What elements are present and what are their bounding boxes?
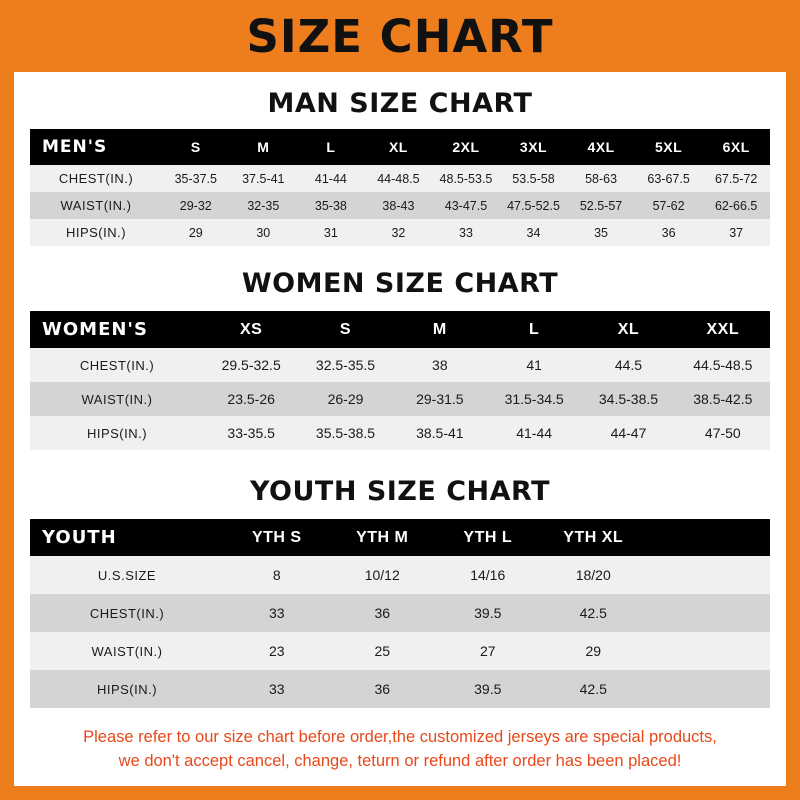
cell: 14/16 [470, 567, 506, 583]
cell: 47.5-52.5 [507, 198, 560, 213]
cell: 31 [323, 225, 338, 240]
cell: 29-32 [179, 198, 212, 213]
bottom-accent-bar [0, 786, 800, 800]
column-header: S [339, 320, 352, 338]
cell: 35-37.5 [174, 171, 217, 186]
order-policy-note [22, 726, 778, 780]
table-row [30, 416, 770, 450]
column-header: XL [617, 320, 640, 338]
cell: 34.5-38.5 [598, 391, 659, 407]
column-header: XXL [706, 320, 740, 338]
cell: 41-44 [314, 171, 347, 186]
column-header: 5XL [655, 139, 683, 155]
table-row [30, 670, 770, 708]
column-header: YTH L [463, 528, 513, 546]
cell-empty [646, 632, 770, 670]
table-row [30, 632, 770, 670]
cell: 52.5-57 [579, 198, 623, 213]
row-label: U.S.SIZE [97, 567, 157, 583]
cell: 39.5 [474, 605, 502, 621]
column-header: YTH XL [563, 528, 624, 546]
column-header: XL [388, 139, 408, 155]
cell: 36 [374, 681, 391, 697]
row-label: HIPS(IN.) [86, 425, 148, 441]
table-header-row [30, 129, 770, 165]
cell: 23.5-26 [227, 391, 275, 407]
cell: 44.5-48.5 [693, 357, 753, 373]
column-header: MEN'S [42, 137, 108, 157]
page-title: SIZE CHART [246, 9, 554, 63]
table-row [30, 348, 770, 382]
women-size-table [30, 311, 770, 450]
cell: 42.5 [579, 605, 607, 621]
column-header: XS [239, 320, 263, 338]
cell: 37.5-41 [242, 171, 285, 186]
cell: 48.5-53.5 [439, 171, 493, 186]
cell: 10/12 [364, 567, 400, 583]
women-section-title: WOMEN SIZE CHART [241, 268, 559, 299]
cell: 35-38 [314, 198, 347, 213]
cell: 8 [272, 567, 281, 583]
column-header: YTH M [356, 528, 409, 546]
table-row [30, 219, 770, 246]
cell: 53.5-58 [512, 171, 555, 186]
column-header: M [432, 320, 447, 338]
cell: 29 [585, 643, 602, 659]
cell: 35 [594, 225, 608, 240]
cell: 32 [391, 225, 406, 240]
youth-section-title: YOUTH SIZE CHART [249, 476, 551, 507]
cell-empty [646, 594, 770, 632]
order-policy-line-1: Please refer to our size chart before order,the customized jerseys are special products, [83, 728, 717, 746]
cell: 41-44 [516, 425, 553, 441]
row-label: CHEST(IN.) [79, 357, 155, 373]
cell: 36 [661, 225, 676, 240]
column-header: L [326, 139, 336, 155]
row-label: CHEST(IN.) [58, 171, 134, 186]
table-row [30, 165, 770, 192]
column-header: YOUTH [42, 527, 117, 548]
table-row [30, 192, 770, 219]
cell: 62-66.5 [714, 198, 758, 213]
table-header-row [30, 519, 770, 556]
table-row [30, 382, 770, 416]
cell: 44-47 [610, 425, 647, 441]
cell-empty [646, 670, 770, 708]
column-header: WOMEN'S [42, 319, 148, 340]
cell: 33 [268, 681, 285, 697]
row-label: HIPS(IN.) [65, 225, 127, 240]
cell: 34 [526, 225, 541, 240]
cell: 35.5-38.5 [315, 425, 376, 441]
cell: 43-47.5 [444, 198, 488, 213]
cell: 29-31.5 [416, 391, 464, 407]
cell: 63-67.5 [647, 171, 690, 186]
cell: 38.5-41 [416, 425, 464, 441]
cell: 44.5 [614, 357, 643, 373]
row-label: WAIST(IN.) [91, 643, 163, 659]
table-header-row [30, 311, 770, 348]
cell: 44-48.5 [377, 171, 420, 186]
column-header: L [529, 320, 540, 338]
column-spacer [646, 519, 770, 556]
cell: 30 [256, 225, 271, 240]
man-section-title: MAN SIZE CHART [267, 88, 533, 119]
cell: 18/20 [575, 567, 611, 583]
column-header: S [190, 139, 201, 155]
cell: 38-43 [382, 198, 415, 213]
cell: 31.5-34.5 [504, 391, 564, 407]
cell: 47-50 [704, 425, 741, 441]
cell: 26-29 [327, 391, 364, 407]
banner [0, 0, 800, 72]
cell: 38.5-42.5 [693, 391, 753, 407]
cell: 29 [188, 225, 203, 240]
row-label: CHEST(IN.) [89, 605, 165, 621]
cell: 39.5 [474, 681, 502, 697]
cell: 57-62 [652, 198, 685, 213]
cell: 37 [729, 225, 744, 240]
youth-size-table [30, 519, 770, 708]
cell: 33 [268, 605, 285, 621]
cell: 38 [432, 357, 448, 373]
order-policy-line-2: we don't accept cancel, change, teturn or refund after order has been placed! [118, 751, 682, 770]
column-header: 4XL [587, 139, 615, 155]
row-label: WAIST(IN.) [81, 391, 153, 407]
cell: 41 [526, 357, 542, 373]
column-header: 6XL [722, 139, 750, 155]
row-label: WAIST(IN.) [60, 198, 132, 213]
cell: 32-35 [247, 198, 280, 213]
cell: 58-63 [585, 171, 618, 186]
row-label: HIPS(IN.) [96, 681, 158, 697]
cell: 23 [268, 643, 285, 659]
column-header: 2XL [452, 139, 480, 155]
cell: 27 [479, 643, 496, 659]
column-header: M [257, 139, 270, 155]
table-row [30, 594, 770, 632]
cell: 67.5-72 [714, 171, 758, 186]
cell: 29.5-32.5 [221, 357, 281, 373]
cell: 32.5-35.5 [315, 357, 376, 373]
cell: 33 [459, 225, 473, 240]
column-header: 3XL [519, 139, 548, 155]
man-size-table [30, 129, 770, 246]
cell: 42.5 [579, 681, 607, 697]
column-header: YTH S [251, 528, 302, 546]
cell: 33-35.5 [227, 425, 275, 441]
cell: 36 [374, 605, 391, 621]
table-row [30, 556, 770, 594]
cell: 25 [374, 643, 391, 659]
chart-content [14, 72, 786, 786]
cell-empty [646, 556, 770, 594]
